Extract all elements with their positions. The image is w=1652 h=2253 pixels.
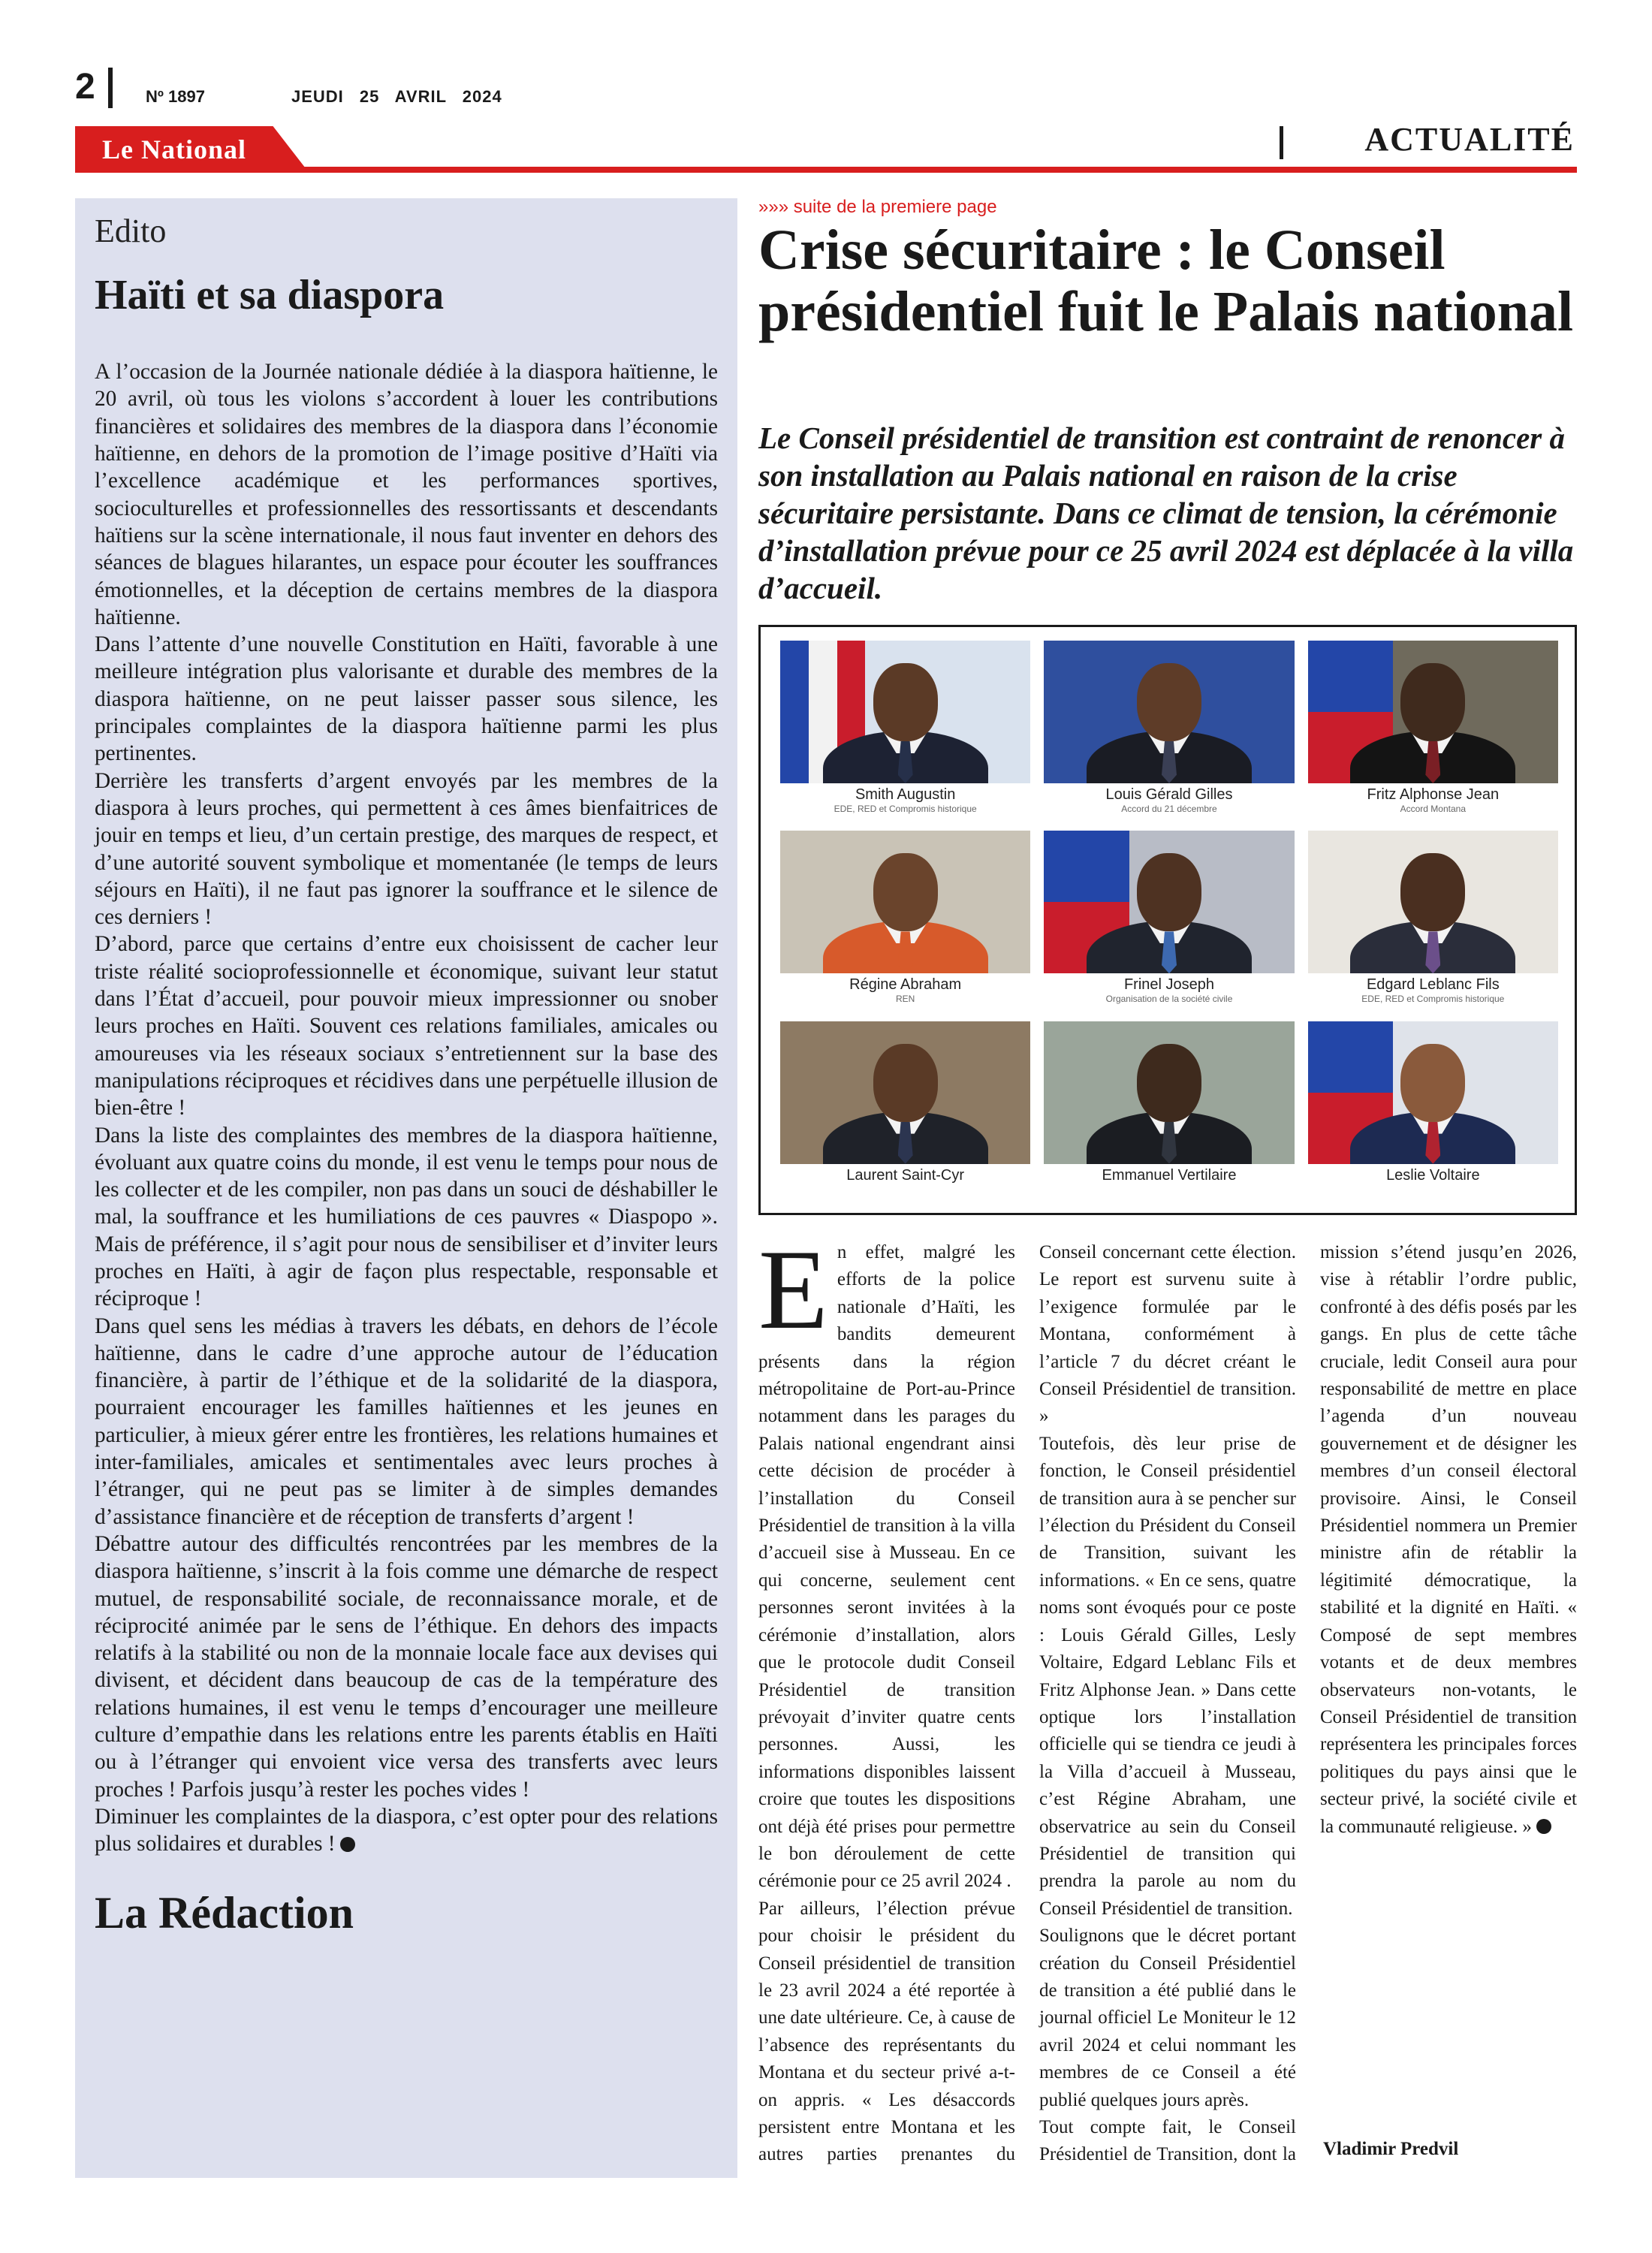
edito-paragraph: Dans l’attente d’une nouvelle Constitution en Haïti, favorable à une meilleure intégration plus valorisante et durable des membres de la diaspora haïtienne, on ne peut laisser passer sous silence, les principales complaintes de la diaspora haïtienne parmi les plus pertinentes. xyxy=(95,632,718,766)
edito-title: Haïti et sa diaspora xyxy=(95,271,445,318)
article-paragraph: Par ailleurs, l’élection prévue pour choisir le président du Conseil présidentiel de transition le 23 avril 2024 a été reportée à une date ultérieure. Ce, à cause de l’absence des représentants du Montana et du secteur privé a-t-on appris. « Les désaccords persistent entre Montana et les autres parties prenantes du Conseil concernant cette élection. Le report est survenu suite à l’exigence formulée par le Montana, conformément à l’article 7 du décret créant le Conseil Présidentiel de transition. » xyxy=(758,1242,1296,2165)
article-paragraph xyxy=(758,1226,1015,1896)
member-portrait xyxy=(1044,1021,1294,1164)
council-member-card xyxy=(1308,1021,1558,1204)
person-silhouette-icon xyxy=(1400,663,1465,741)
member-name: Louis Gérald Gilles xyxy=(1105,786,1233,803)
issue-date: JEUDI 25 AVRIL 2024 xyxy=(291,87,502,106)
end-mark-icon xyxy=(340,1837,355,1852)
council-member-card xyxy=(1044,1021,1294,1204)
member-affiliation: REN xyxy=(895,994,915,1005)
council-member-card xyxy=(780,1021,1030,1204)
issue-number: Nº 1897 xyxy=(146,87,205,106)
council-member-card xyxy=(1044,641,1294,823)
member-name: Frinel Joseph xyxy=(1123,976,1215,994)
council-photo-grid xyxy=(758,625,1577,1215)
header-rule xyxy=(75,167,1577,173)
person-silhouette-icon xyxy=(873,663,938,741)
edito-paragraph: Derrière les transferts d’argent envoyés par les membres de la diaspora à leurs proches, qui permettent à ces âmes bienfaitrices de jouir en temps et lieu, d’un certain prestige, des marques de respect, et d’une autorité souvent symbolique et momentanée (le temps de leurs séjours en Haïti), il ne faut pas ignorer la souffrance et le silence de ces derniers ! xyxy=(95,768,718,930)
edito-closing-text: Diminuer les complaintes de la diaspora, c’est opter pour des relations plus solidaires et durables ! xyxy=(95,1804,718,1856)
member-name: Edgard Leblanc Fils xyxy=(1366,976,1500,994)
member-name: Leslie Voltaire xyxy=(1386,1166,1480,1184)
page-number: 2 xyxy=(75,67,95,107)
edito-paragraph: Débattre autour des difficultés rencontrées par les membres de la diaspora haïtienne, s’inscrit à la fois comme une démarche de respect mutuel, de responsabilité sociale, de reconnaissance morale, et de réciprocité animée par le sens de l’éthique. En dehors des impacts relatifs à la stabilité ou non de la monnaie locale face aux devises qui divisent, et décident dans beaucoup de cas de la température des relations humaines, il est venu le temps d’encourager une meilleure culture d’empathie dans les relations entre les parents établis en Haïti ou à l’étranger qui envoient vice versa des transferts avec leurs proches ! Parfois jusqu’à rester les poches vides ! xyxy=(95,1531,718,1802)
edito-label: Edito xyxy=(95,213,167,249)
page-number-divider xyxy=(108,68,113,108)
edito-paragraph: Dans quel sens les médias à travers les débats, en dehors de l’école haïtienne, dans le cadre d’une approche autour de l’éducation financière, à partir de l’éthique et de la solidarité de la diaspora, pourraient encourager les familles haïtiennes et les jeunes en particulier, à mieux gérer entre les frontières, les relations humaines et inter-familiales, amicales et sentimentales avec leurs proches à l’étranger, qui ne peut pas se limiter à de simples demandes d’assistance financière et de réception de transferts d’argent ! xyxy=(95,1313,718,1529)
member-affiliation: Organisation de la société civile xyxy=(1105,994,1233,1005)
dropcap: E xyxy=(758,1226,828,1353)
person-silhouette-icon xyxy=(1137,853,1201,931)
newspaper-brand: Le National xyxy=(102,134,247,164)
edito-signature: La Rédaction xyxy=(95,1887,354,1938)
person-silhouette-icon xyxy=(873,853,938,931)
article-paragraph-text: n effet, malgré les efforts de la police nationale d’Haïti, les bandits demeurent présents dans la région métropolitaine de Port-au-Prince notamment dans les parages du Palais national engendrant ainsi cette décision de procéder à l’installation du Conseil Présidentiel de transition à la villa d’accueil sise à Musseau. En ce qui concerne, seulement cent personnes seront invitées à la cérémonie d’installation, alors que le protocole dudit Conseil Présidentiel de transition prévoyait d’inviter quatre cents personnes. Aussi, les informations disponibles laissent croire que toutes les dispositions ont déjà été prises pour permettre le bon déroulement de cette cérémonie pour ce 25 avril 2024 . xyxy=(758,1242,1015,1892)
article-body xyxy=(758,1226,1577,2178)
continued-from-kicker: »»» suite de la premiere page xyxy=(758,197,997,217)
council-member-card xyxy=(780,831,1030,1013)
edito-paragraph-last xyxy=(95,1803,718,1858)
photo-grid-cells xyxy=(780,641,1558,1204)
edito-paragraph: D’abord, parce que certains d’entre eux choisissent de cacher leur triste réalité socioprofessionnelle et économique, suivant leur statut dans l’État d’accueil, pour pouvoir mieux impressionner ou snober leurs proches en Haïti. Souvent ces relations familiales, amicales ou amoureuses via les réseaux sociaux s’entretiennent sur la base des manipulations réciproques et récidives dans une perpétuelle illusion de bien-être ! xyxy=(95,932,718,1120)
member-name: Emmanuel Vertilaire xyxy=(1102,1166,1237,1184)
edito-paragraph: Dans la liste des complaintes des membres de la diaspora haïtienne, évoluant aux quatre coins du monde, il est venu le temps pour nous de les collecter et de les compiler, non pas dans un souci de déshabiller le mal, la souffrance et les humiliations de ces pauvres « Diaspopo ». Mais de préférence, il s’agit pour nous de sensibiliser et d’inviter leurs proches en Haïti, à agir de façon plus respectable, responsable et réciproque ! xyxy=(95,1123,718,1311)
member-affiliation: Accord du 21 décembre xyxy=(1121,804,1217,814)
article-paragraph: Toutefois, dès leur prise de fonction, le Conseil présidentiel de transition aura à se pencher sur l’élection du Président du Conseil de Transition, suivant les informations. « En ce sens, quatre noms sont évoqués pour ce poste : Louis Gérald Gilles, Lesly Voltaire, Edgard Leblanc Fils et Fritz Alphonse Jean. » Dans cette optique lors l’installation officielle qui se tiendra ce jeudi à la Villa d’accueil à Musseau, c’est Régine Abraham, une observatrice au sein du Conseil Présidentiel de transition qui prendra la parole au nom du Conseil Présidentiel de transition. xyxy=(1039,1433,1296,1919)
member-affiliation: Accord Montana xyxy=(1400,804,1467,814)
section-divider xyxy=(1280,126,1283,159)
member-portrait xyxy=(1308,641,1558,783)
member-name: Smith Augustin xyxy=(855,786,956,803)
member-affiliation: EDE, RED et Compromis historique xyxy=(834,804,977,814)
member-affiliation: EDE, RED et Compromis historique xyxy=(1361,994,1505,1005)
member-portrait xyxy=(1308,1021,1558,1164)
member-portrait xyxy=(780,641,1030,783)
person-silhouette-icon xyxy=(1137,663,1201,741)
member-portrait xyxy=(1044,831,1294,973)
article-author: Vladimir Predvil xyxy=(1323,2139,1459,2159)
member-portrait xyxy=(780,831,1030,973)
section-label: ACTUALITÉ xyxy=(1364,121,1575,158)
council-member-card xyxy=(1308,641,1558,823)
person-silhouette-icon xyxy=(873,1044,938,1122)
article-headline: Crise sécuritaire : le Conseil présidentiel fuit le Palais national xyxy=(758,219,1574,343)
council-member-card xyxy=(1308,831,1558,1013)
end-mark-icon xyxy=(1536,1819,1551,1834)
member-portrait xyxy=(780,1021,1030,1164)
article-paragraph: Soulignons que le décret portant création du Conseil Présidentiel de transition a été publié dans le journal officiel Le Moniteur le 12 avril 2024 et celui nommant les membres de ce Conseil a été publié quelques jours après. xyxy=(1039,1926,1296,2110)
member-name: Fritz Alphonse Jean xyxy=(1367,786,1500,803)
member-name: Régine Abraham xyxy=(849,976,962,994)
person-silhouette-icon xyxy=(1400,853,1465,931)
edito-paragraph: A l’occasion de la Journée nationale dédiée à la diaspora haïtienne, le 20 avril, où tous les violons s’accordent à louer les contributions financières et solidaires des membres de la diaspora dans l’économie haïtienne, en dehors de la promotion de l’image positive d’Haïti via l’excellence académique et les performances sportives, socioculturelles et professionnelles des ressortissants et descendants haïtiens sur la scène internationale, il nous faut inventer en dehors des séances de blagues hilarantes, un espace pour écouter les souffrances émotionnelles, et la déception de certains membres de la diaspora haïtienne. xyxy=(95,360,718,629)
council-member-card xyxy=(780,641,1030,823)
article-closing-text: Tout compte fait, le Conseil Présidentiel de Transition, dont la mission s’étend jusqu’en 2026, vise à rétablir l’ordre public, confronté à des défis posés par les gangs. En plus de cette tâche cruciale, ledit Conseil aura pour responsabilité de mettre en place l’agenda d’un nouveau gouvernement et de désigner les membres d’un conseil électoral provisoire. Ainsi, le Conseil Présidentiel nommera un Premier ministre afin de rétablir la légitimité démocratique, la stabilité et la dignité en Haïti. « Composé de sept membres votants et de deux membres observateurs non-votants, le Conseil Présidentiel de transition représentera les principales forces politiques du pays ainsi que le secteur privé, la société civile et la communauté religieuse. » xyxy=(1039,1242,1577,2165)
edito-column xyxy=(75,198,737,2178)
council-member-card xyxy=(1044,831,1294,1013)
member-name: Laurent Saint-Cyr xyxy=(846,1166,965,1184)
member-portrait xyxy=(1044,641,1294,783)
person-silhouette-icon xyxy=(1137,1044,1201,1122)
edito-body xyxy=(95,358,718,1857)
article-lede: Le Conseil présidentiel de transition est contraint de renoncer à son installation au Palais national en raison de la crise sécuritaire persistante. Dans ce climat de tension, la cérémonie d’installation prévue pour ce 25 avril 2024 est déplacée à la villa d’accueil. xyxy=(758,421,1574,605)
person-silhouette-icon xyxy=(1400,1044,1465,1122)
member-portrait xyxy=(1308,831,1558,973)
